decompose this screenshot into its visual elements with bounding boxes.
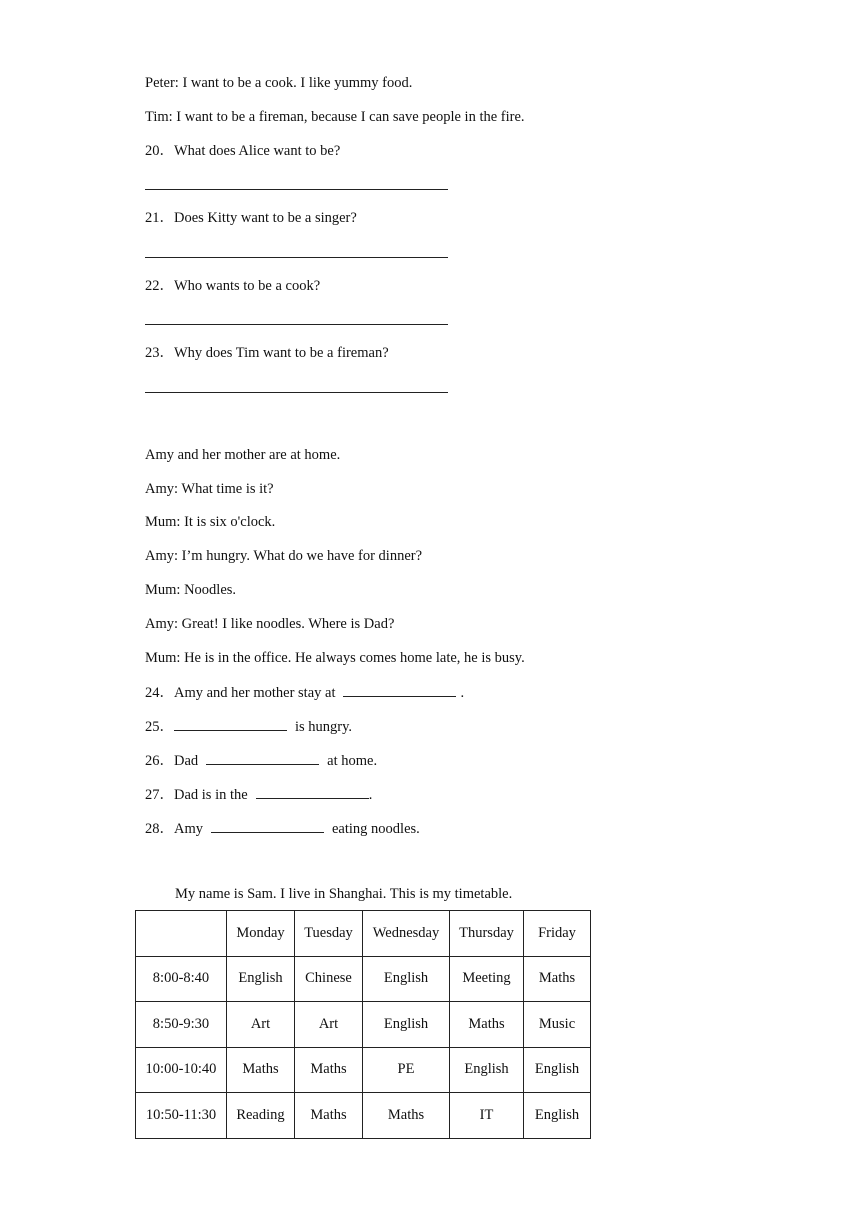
table-header-cell: [136, 911, 227, 957]
question-text: Why does Tim want to be a fireman?: [174, 345, 389, 361]
question-number: 20．: [145, 143, 174, 159]
question-number: 28．: [145, 821, 174, 837]
table-cell: Maths: [450, 1002, 524, 1048]
table-cell: Meeting: [450, 956, 524, 1002]
table-header-cell: Wednesday: [363, 911, 450, 957]
dialogue-line: Amy: Great! I like noodles. Where is Dad?: [145, 616, 395, 632]
table-header-cell: Friday: [524, 911, 591, 957]
question-24: [145, 682, 464, 702]
table-cell: Maths: [227, 1047, 295, 1093]
table-cell: Art: [227, 1002, 295, 1048]
dialogue-line-tim: Tim: I want to be a fireman, because I can save people in the fire.: [145, 109, 525, 125]
table-cell: English: [363, 1002, 450, 1048]
question-text-after: .: [368, 787, 373, 803]
table-cell: Maths: [524, 956, 591, 1002]
table-cell: PE: [363, 1047, 450, 1093]
question-text-before: Dad is in the: [174, 787, 248, 803]
question-number: 23．: [145, 345, 174, 361]
question-text-after: at home.: [327, 753, 378, 769]
dialogue-line: Mum: It is six o'clock.: [145, 514, 276, 530]
question-22: [145, 277, 320, 295]
table-cell-time: 10:50-11:30: [136, 1093, 227, 1139]
table-header-row: [136, 911, 591, 957]
question-23: [145, 344, 389, 362]
fill-blank[interactable]: [256, 784, 369, 799]
dialogue-line: Mum: Noodles.: [145, 582, 237, 598]
table-cell: English: [227, 956, 295, 1002]
question-text: Does Kitty want to be a singer?: [174, 210, 357, 226]
table-header-cell: Tuesday: [295, 911, 363, 957]
table-cell: Reading: [227, 1093, 295, 1139]
answer-line-20[interactable]: [145, 189, 448, 190]
fill-blank[interactable]: [206, 750, 319, 765]
question-27: [145, 784, 372, 804]
dialogue-line-peter: Peter: I want to be a cook. I like yummy food.: [145, 75, 413, 91]
table-cell-time: 8:50-9:30: [136, 1002, 227, 1048]
answer-line-22[interactable]: [145, 324, 448, 325]
question-25: [145, 716, 352, 736]
table-cell: Maths: [295, 1047, 363, 1093]
fill-blank[interactable]: [343, 682, 456, 697]
dialogue-line: Amy: What time is it?: [145, 481, 274, 497]
question-text-after: is hungry.: [295, 719, 353, 735]
question-21: [145, 209, 357, 227]
table-row: [136, 956, 591, 1002]
fill-blank[interactable]: [174, 716, 287, 731]
question-28: [145, 818, 420, 838]
question-text-after: eating noodles.: [332, 821, 420, 837]
table-cell: English: [524, 1047, 591, 1093]
table-cell: English: [450, 1047, 524, 1093]
question-text-before: Amy and her mother stay at: [174, 685, 336, 701]
table-cell: Maths: [295, 1093, 363, 1139]
table-row: [136, 1047, 591, 1093]
table-cell: Chinese: [295, 956, 363, 1002]
fill-blank[interactable]: [211, 818, 324, 833]
table-cell: Music: [524, 1002, 591, 1048]
table-row: [136, 1002, 591, 1048]
table-header-cell: Thursday: [450, 911, 524, 957]
question-20: [145, 142, 340, 160]
dialogue-line: Amy and her mother are at home.: [145, 447, 341, 463]
question-text-after: .: [460, 685, 465, 701]
table-header-cell: Monday: [227, 911, 295, 957]
table-cell: IT: [450, 1093, 524, 1139]
table-cell: English: [363, 956, 450, 1002]
table-cell: Art: [295, 1002, 363, 1048]
dialogue-line: Mum: He is in the office. He always comes home late, he is busy.: [145, 650, 525, 666]
table-cell: English: [524, 1093, 591, 1139]
question-number: 22．: [145, 278, 174, 294]
dialogue-line: Amy: I’m hungry. What do we have for dinner?: [145, 548, 423, 564]
question-text: Who wants to be a cook?: [174, 278, 321, 294]
question-number: 26．: [145, 753, 174, 769]
question-text-before: Dad: [174, 753, 199, 769]
answer-line-21[interactable]: [145, 257, 448, 258]
question-number: 21．: [145, 210, 174, 226]
table-cell-time: 10:00-10:40: [136, 1047, 227, 1093]
question-number: 24．: [145, 685, 174, 701]
question-text: What does Alice want to be?: [174, 143, 341, 159]
question-26: [145, 750, 377, 770]
table-cell: Maths: [363, 1093, 450, 1139]
table-cell-time: 8:00-8:40: [136, 956, 227, 1002]
timetable: [135, 910, 591, 1139]
question-text-before: Amy: [174, 821, 203, 837]
timetable-intro: My name is Sam. I live in Shanghai. This is my timetable.: [175, 886, 513, 902]
question-number: 27．: [145, 787, 174, 803]
answer-line-23[interactable]: [145, 392, 448, 393]
question-number: 25．: [145, 719, 174, 735]
table-row: [136, 1093, 591, 1139]
